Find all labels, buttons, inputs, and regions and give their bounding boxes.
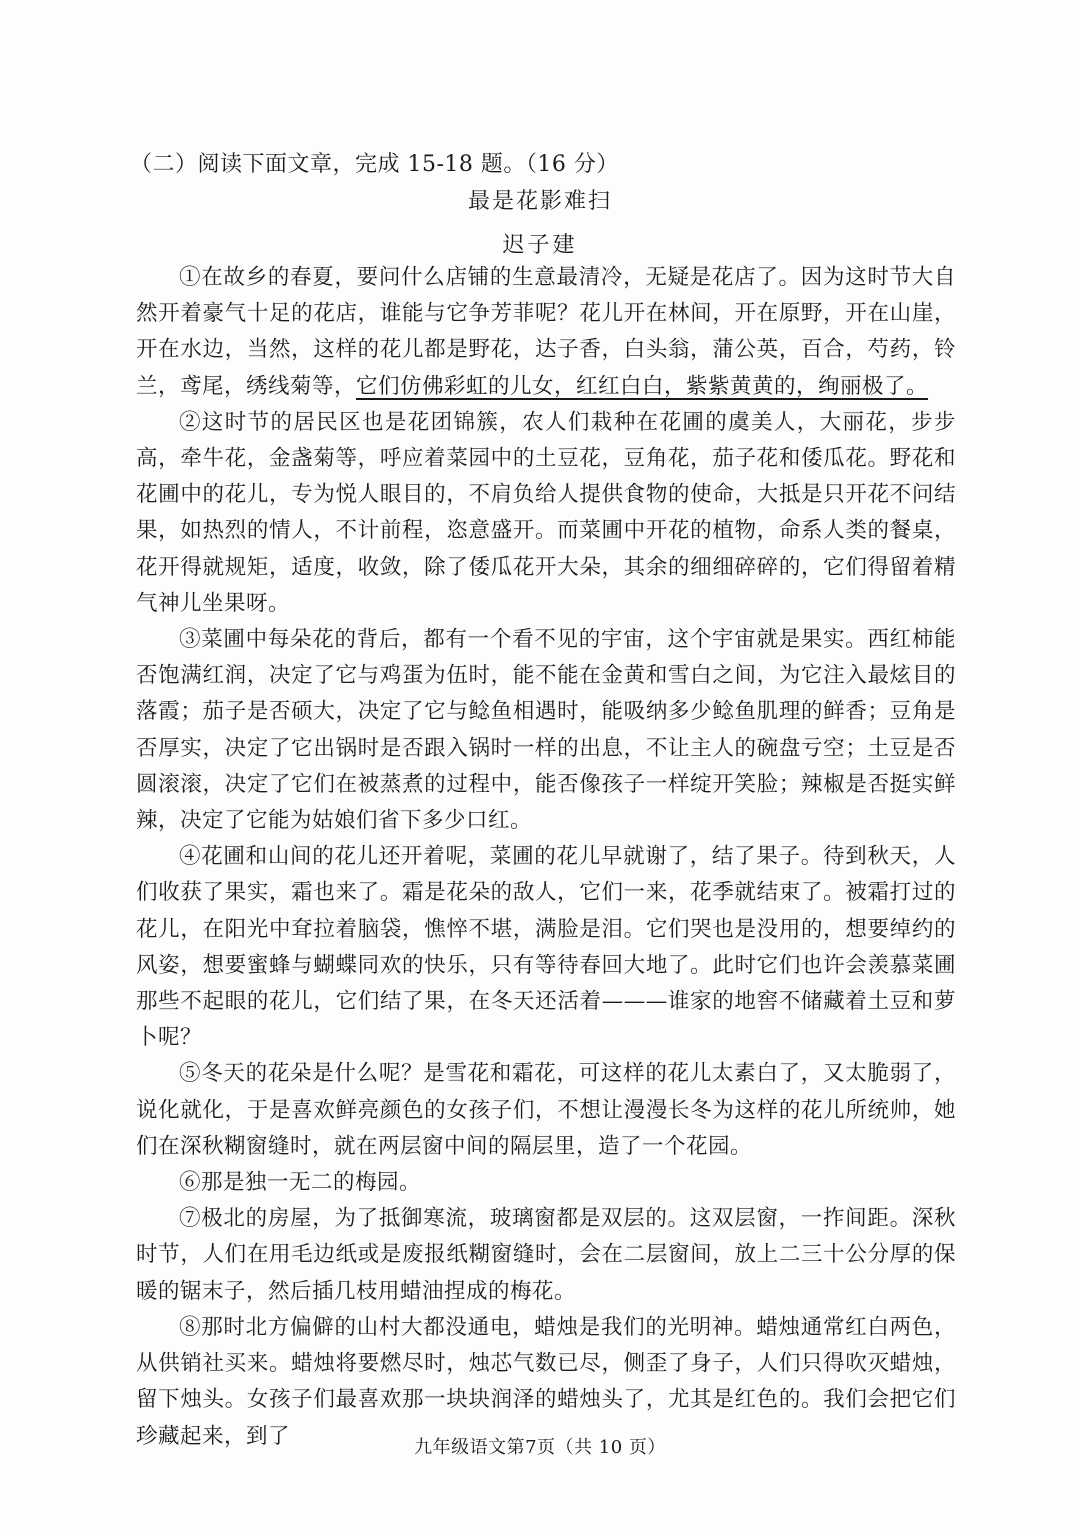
article-title: 最是花影难扫 [467, 189, 612, 214]
section-heading: （二）阅读下面文章，完成 15-18 题。（16 分） [130, 152, 619, 177]
paragraph-7: ⑦极北的房屋，为了抵御寒流，玻璃窗都是双层的。这双层窗，一拃间距。深秋时节，人们在用毛边纸或是废报纸糊窗缝时，会在二层窗间，放上二三十公分厚的保暖的锯末子，然后插几枝用蜡油捏成的梅花。 [136, 1206, 956, 1304]
article-body [136, 260, 956, 1455]
paragraph-1-text: ①在故乡的春夏，要问什么店铺的生意最清冷，无疑是花店了。因为这时节大自然开着豪气十足的花店，谁能与它争芳菲呢？花儿开在林间，开在原野，开在山崖，开在水边，当然，这样的花儿都是野花，达子香，白头翁，蒲公英，百合，芍药，铃兰，鸢尾，绣线菊等， [136, 265, 956, 399]
page-footer: 九年级语文第7页（共 10 页） [414, 1437, 666, 1458]
paragraph-1 [136, 260, 956, 405]
paragraph-3: ③菜圃中每朵花的背后，都有一个看不见的宇宙，这个宇宙就是果实。西红柿能否饱满红润，决定了它与鸡蛋为伍时，能不能在金黄和雪白之间，为它注入最炫目的落霞；茄子是否硕大，决定了它与鲶鱼相遇时，能吸纳多少鲶鱼肌理的鲜香；豆角是否厚实，决定了它出锅时是否跟入锅时一样的出息，不让主人的碗盘亏空；土豆是否圆滚滚，决定了它们在被蒸煮的过程中，能否像孩子一样绽开笑脸；辣椒是否挺实鲜辣，决定了它能为姑娘们省下多少口红。 [136, 627, 956, 834]
paragraph-6: ⑥那是独一无二的梅园。 [179, 1170, 422, 1196]
article-author: 迟子建 [502, 233, 578, 258]
paragraph-4: ④花圃和山间的花儿还开着呢，菜圃的花儿早就谢了，结了果子。待到秋天，人们收获了果实，霜也来了。霜是花朵的敌人，它们一来，花季就结束了。被霜打过的花儿，在阳光中耷拉着脑袋，憔悴不堪，满脸是泪。它们哭也是没用的，想要绰约的风姿，想要蜜蜂与蝴蝶同欢的快乐，只有等待春回大地了。此时它们也许会羡慕菜圃那些不起眼的花儿，它们结了果，在冬天还活着———谁家的地窖不储藏着土豆和萝卜呢？ [136, 844, 956, 1051]
underlined-sentence: 它们仿佛彩虹的儿女，红红白白，紫紫黄黄的，绚丽极了。 [356, 373, 929, 399]
paragraph-2: ②这时节的居民区也是花团锦簇，农人们栽种在花圃的虞美人，大丽花，步步高，牵牛花，金盏菊等，呼应着菜园中的土豆花，豆角花，茄子花和倭瓜花。野花和花圃中的花儿，专为悦人眼目的，不肩负给人提供食物的使命，大抵是只开花不问结果，如热烈的情人，不计前程，恣意盛开。而菜圃中开花的植物，命系人类的餐桌，花开得就规矩，适度，收敛，除了倭瓜花开大朵，其余的细细碎碎的，它们得留着精气神儿坐果呀。 [136, 409, 956, 616]
paragraph-8: ⑧那时北方偏僻的山村大都没通电，蜡烛是我们的光明神。蜡烛通常红白两色，从供销社买来。蜡烛将要燃尽时，烛芯气数已尽，侧歪了身子，人们只得吹灭蜡烛，留下烛头。女孩子们最喜欢那一块块润泽的蜡烛头了，尤其是红色的。我们会把它们珍藏起来，到了 [136, 1314, 956, 1449]
paragraph-5: ⑤冬天的花朵是什么呢？是雪花和霜花，可这样的花儿太素白了，又太脆弱了，说化就化，于是喜欢鲜亮颜色的女孩子们，不想让漫漫长冬为这样的花儿所统帅，她们在深秋糊窗缝时，就在两层窗中间的隔层里，造了一个花园。 [136, 1061, 956, 1159]
